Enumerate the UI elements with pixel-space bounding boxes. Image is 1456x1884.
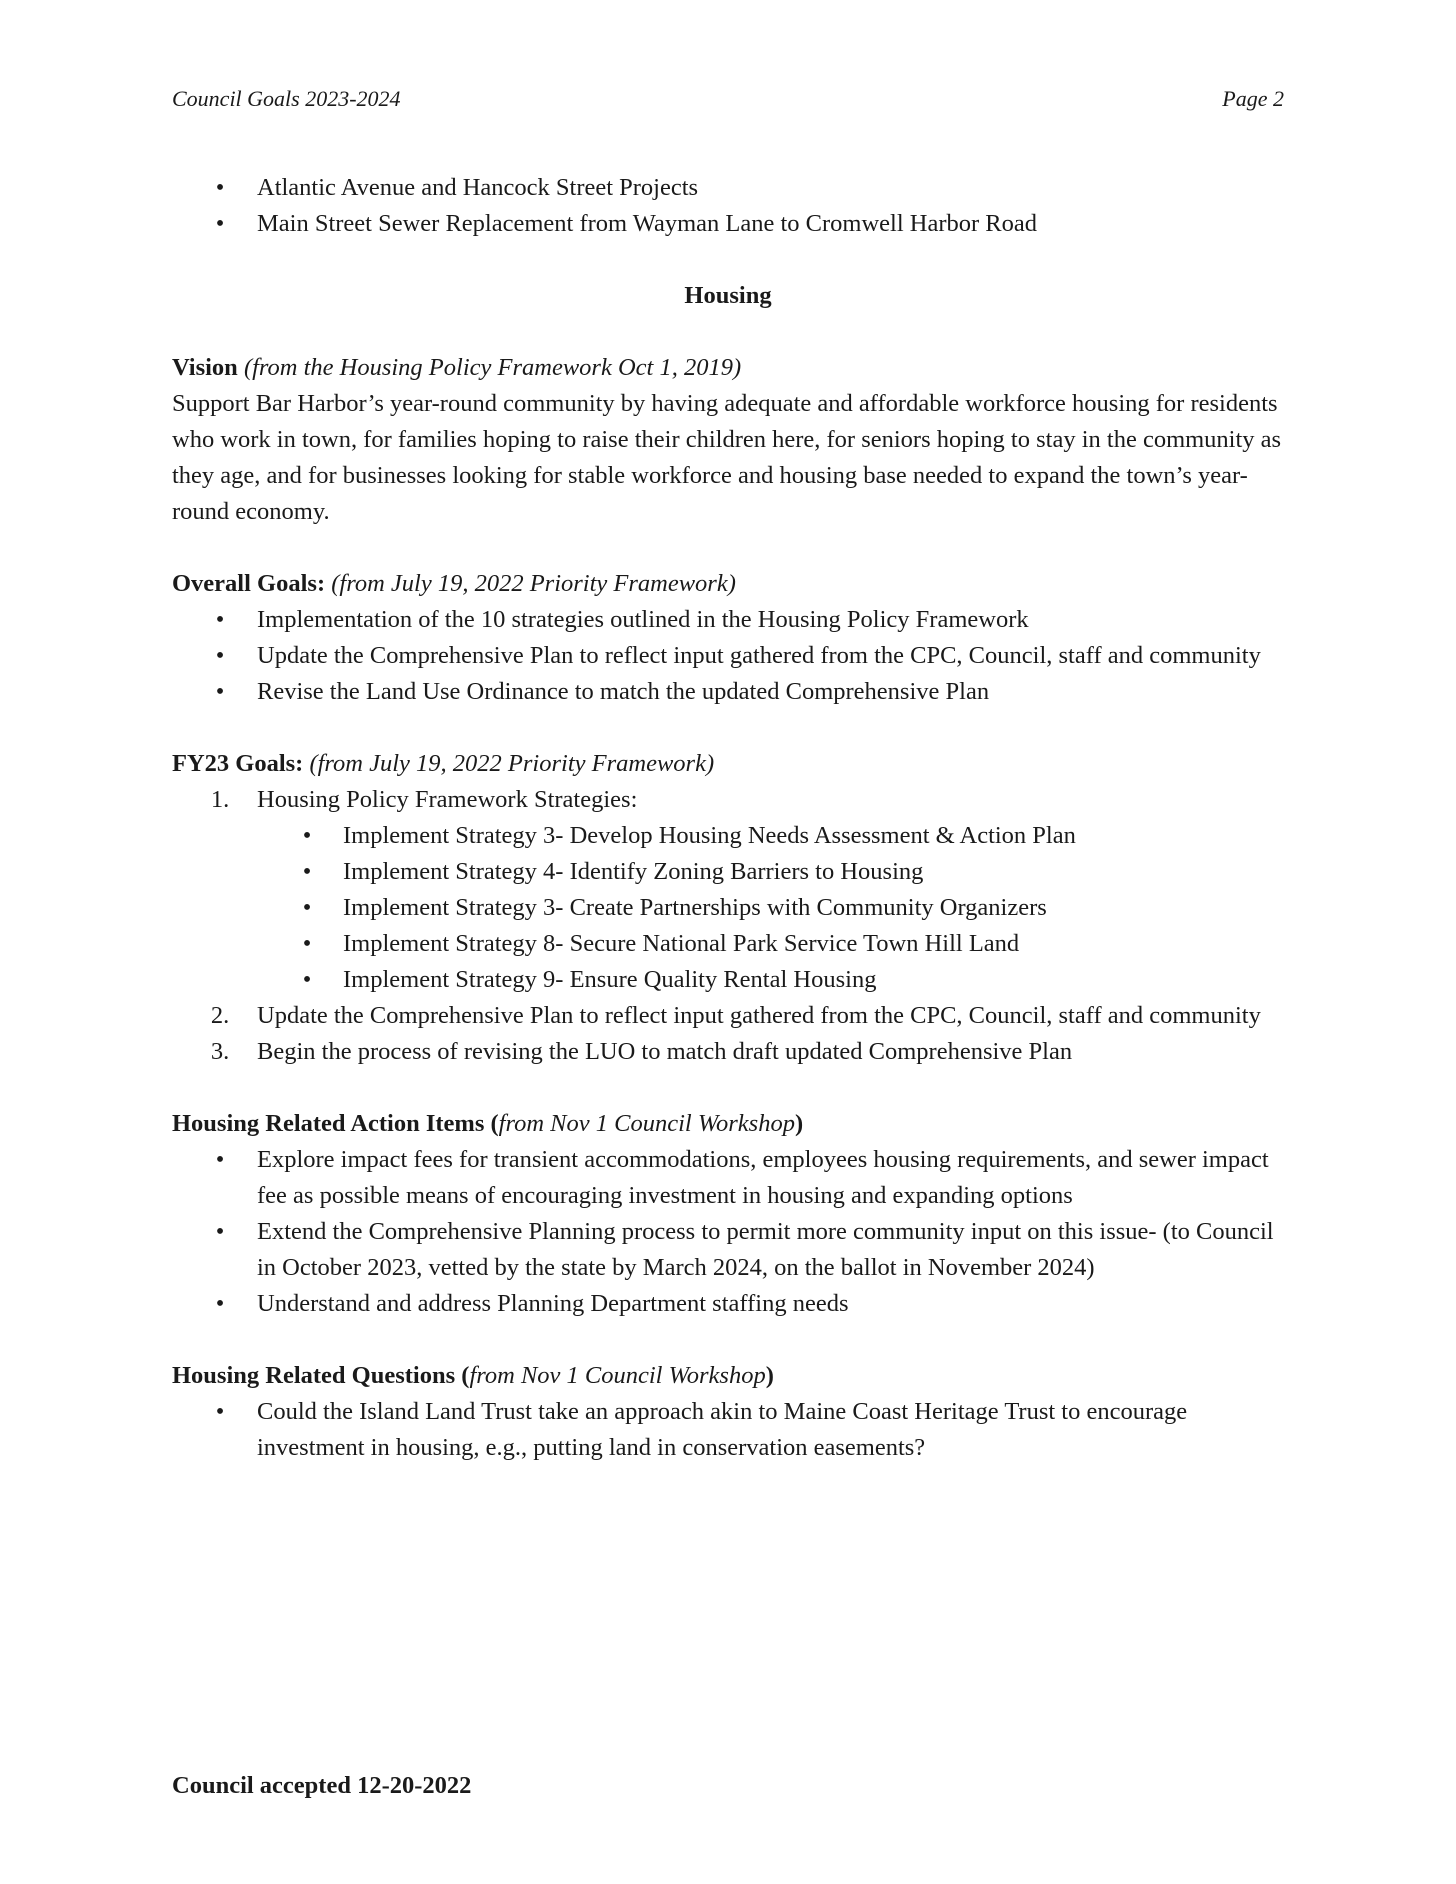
list-item: • Revise the Land Use Ordinance to match the updated Comprehensive Plan bbox=[172, 674, 1284, 710]
page-content bbox=[172, 170, 1284, 1466]
fy23-goals-heading: FY23 Goals: (from July 19, 2022 Priority Framework) bbox=[172, 750, 715, 777]
list-number: 2. bbox=[210, 1002, 230, 1029]
action-items-heading: Housing Related Action Items (from Nov 1 Council Workshop) bbox=[172, 1110, 804, 1137]
bullet-icon: • bbox=[302, 858, 312, 885]
list-item: • Implementation of the 10 strategies outlined in the Housing Policy Framework bbox=[172, 602, 1284, 638]
page-number: Page 2 bbox=[1222, 86, 1284, 111]
bullet-icon: • bbox=[215, 1218, 225, 1245]
overall-goals-source: (from July 19, 2022 Priority Framework) bbox=[331, 570, 736, 597]
questions-heading: Housing Related Questions (from Nov 1 Council Workshop) bbox=[172, 1362, 774, 1389]
fy23-goals-list bbox=[172, 782, 1284, 1070]
list-item: 2. Update the Comprehensive Plan to reflect input gathered from the CPC, Council, staff and community bbox=[172, 998, 1284, 1034]
list-item: 1. Housing Policy Framework Strategies: bbox=[172, 782, 1284, 818]
bullet-icon: • bbox=[215, 174, 225, 201]
sub-list-item: • Implement Strategy 3- Develop Housing Needs Assessment & Action Plan bbox=[172, 818, 1284, 854]
document-title: Council Goals 2023-2024 bbox=[172, 86, 401, 111]
vision-source: (from the Housing Policy Framework Oct 1, 2019) bbox=[243, 354, 742, 381]
bullet-icon: • bbox=[215, 678, 225, 705]
list-number: 1. bbox=[210, 786, 230, 813]
bullet-icon: • bbox=[215, 642, 225, 669]
list-item: 3. Begin the process of revising the LUO to match draft updated Comprehensive Plan bbox=[172, 1034, 1284, 1070]
overall-goals-heading: Overall Goals: (from July 19, 2022 Priority Framework) bbox=[172, 570, 736, 597]
list-item: • Main Street Sewer Replacement from Wayman Lane to Cromwell Harbor Road bbox=[172, 206, 1284, 242]
section-title-housing: Housing bbox=[684, 282, 772, 309]
questions-source: from Nov 1 Council Workshop bbox=[469, 1362, 766, 1389]
bullet-icon: • bbox=[215, 1290, 225, 1317]
list-item: • Understand and address Planning Department staffing needs bbox=[172, 1286, 1284, 1322]
vision-text: Support Bar Harbor’s year-round community by having adequate and affordable workforce housing for residents who work in town, for families hoping to raise their children here, for seniors hoping to stay in the community as they age, and for businesses looking for stable workforce and housing base needed to expand the town’s year-round economy. bbox=[172, 390, 1282, 525]
vision-heading: Vision (from the Housing Policy Framework Oct 1, 2019) bbox=[172, 354, 742, 381]
list-number: 3. bbox=[210, 1038, 230, 1065]
sub-list-item: • Implement Strategy 8- Secure National Park Service Town Hill Land bbox=[172, 926, 1284, 962]
action-items-list bbox=[172, 1142, 1284, 1322]
page-footer: Council accepted 12-20-2022 bbox=[172, 1772, 472, 1799]
action-items-source: from Nov 1 Council Workshop bbox=[498, 1110, 795, 1137]
bullet-icon: • bbox=[215, 1146, 225, 1173]
bullet-icon: • bbox=[215, 606, 225, 633]
bullet-icon: • bbox=[302, 822, 312, 849]
page-header bbox=[172, 86, 1284, 112]
bullet-icon: • bbox=[302, 966, 312, 993]
bullet-icon: • bbox=[302, 894, 312, 921]
list-item: • Extend the Comprehensive Planning process to permit more community input on this issue- (to Council in October 2023, vetted by the state by March 2024, on the ballot in November 2024) bbox=[172, 1214, 1284, 1286]
overall-goals-list bbox=[172, 602, 1284, 710]
list-item: • Atlantic Avenue and Hancock Street Projects bbox=[172, 170, 1284, 206]
bullet-icon: • bbox=[215, 210, 225, 237]
intro-bullet-list bbox=[172, 170, 1284, 242]
sub-list-item: • Implement Strategy 3- Create Partnerships with Community Organizers bbox=[172, 890, 1284, 926]
fy23-goals-source: (from July 19, 2022 Priority Framework) bbox=[309, 750, 715, 777]
list-item: • Explore impact fees for transient accommodations, employees housing requirements, and sewer impact fee as possible means of encouraging investment in housing and expanding options bbox=[172, 1142, 1284, 1214]
questions-list bbox=[172, 1394, 1284, 1466]
bullet-icon: • bbox=[215, 1398, 225, 1425]
bullet-icon: • bbox=[302, 930, 312, 957]
list-item: • Update the Comprehensive Plan to reflect input gathered from the CPC, Council, staff and community bbox=[172, 638, 1284, 674]
sub-list-item: • Implement Strategy 9- Ensure Quality Rental Housing bbox=[172, 962, 1284, 998]
sub-list-item: • Implement Strategy 4- Identify Zoning Barriers to Housing bbox=[172, 854, 1284, 890]
list-item: • Could the Island Land Trust take an approach akin to Maine Coast Heritage Trust to encourage investment in housing, e.g., putting land in conservation easements? bbox=[172, 1394, 1284, 1466]
